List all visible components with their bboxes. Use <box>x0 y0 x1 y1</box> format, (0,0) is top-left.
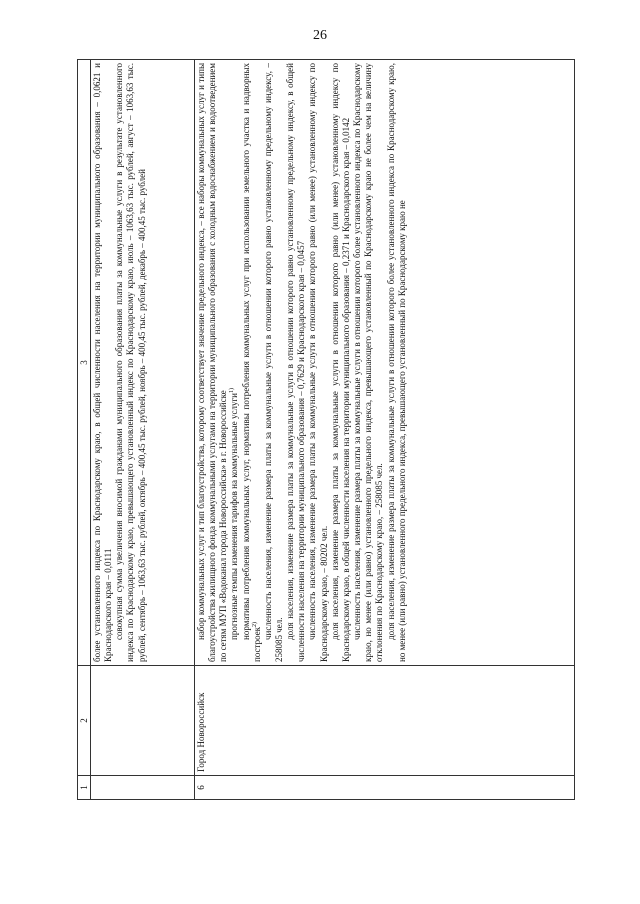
municipality-name-cell: Город Новороссийск <box>194 666 574 776</box>
column-header-1: 1 <box>78 776 91 800</box>
description-paragraph <box>114 63 147 662</box>
paragraph-text: набор коммунальных услуг и тип благоустройства, которому соответствует значение предельного индекса, – все наборы коммунальных услуг и типы благоустройства жилищного фонда коммунальными услугами на территории муниципального образования с холодным водоснабжением и водоотведением по сетям МУП «Водоканал города Новороссийска» в г. Новороссийске <box>195 63 229 662</box>
row-number-cell <box>91 776 195 800</box>
description-cell <box>91 60 195 666</box>
paragraph-text: доля населения, изменение размера платы за коммунальные услуги в отношении которого более установленного индекса по Краснодарскому краю, но менее (или равно) установленного предельного индекса, превышающего установленный по Краснодарскому краю не <box>385 63 407 662</box>
data-table <box>77 59 575 800</box>
description-paragraph <box>92 63 114 662</box>
footnote-marker: 1) <box>229 388 236 394</box>
paragraph-text: численность населения, изменение размера платы за коммунальные услуги в отношении которого более установленного индекса по Краснодарскому краю, но менее (или равно) установленного предельного индекса, превышающего установленный по Краснодарскому краю не более чем на величину отклонения по Краснодарскому краю, – 258085 чел. <box>352 63 385 662</box>
column-header-2: 2 <box>78 666 91 776</box>
paragraph-text: более установленного индекса по Краснодарскому краю, в общей численности населения на территории муниципального образования – 0,0621 и Краснодарского края – 0,0111 <box>92 63 114 662</box>
row-number-cell: 6 <box>194 776 574 800</box>
paragraph-text: совокупная сумма увеличения вносимой гражданами муниципального образования платы за коммунальные услуги в результате установленного индекса по Краснодарскому краю, превышающего установленный индекс по Краснодарскому краю, июль – 1063,63 тыс. рублей, август – 1063,63 тыс. рублей, сентябрь – 1063,63 тыс. рублей, октябрь – 400,45 тыс. рублей, ноябрь – 400,45 тыс. рублей, декабрь – 400,45 тыс. рублей <box>114 63 147 662</box>
paragraph-text: прогнозные темпы изменения тарифов на коммунальные услуги <box>229 393 240 640</box>
description-paragraph <box>196 63 229 662</box>
description-paragraph <box>285 63 307 662</box>
description-paragraph <box>330 63 352 662</box>
table-header-row <box>78 60 91 800</box>
description-paragraph <box>386 63 408 662</box>
description-paragraph <box>241 63 263 662</box>
table-row <box>91 60 195 800</box>
rotated-table-container <box>77 60 575 800</box>
column-header-3: 3 <box>78 60 91 666</box>
footnote-marker: 2) <box>251 621 258 627</box>
page-number: 26 <box>313 28 327 43</box>
municipality-name-cell <box>91 666 195 776</box>
paragraph-text: численность населения, изменение размера платы за коммунальные услуги в отношении которого равно (или менее) установленному индексу по Краснодарскому краю, – 80202 чел. <box>307 63 329 662</box>
description-paragraph <box>263 63 285 662</box>
paragraph-text: доля населения, изменение размера платы за коммунальные услуги в отношении которого равно установленному предельному индексу, в общей численности населения на территории муниципального образования – 0,7629 и Краснодарского края – 0,0457 <box>285 63 307 662</box>
paragraph-text: доля населения, изменение размера платы за коммунальные услуги в отношении которого равно (или менее) установленному индексу по Краснодарскому краю, в общей численности населения на территории муниципального образования – 0,2371 и Краснодарского края – 0,0142 <box>329 63 351 662</box>
paragraph-text: нормативы потребления коммунальных услуг, нормативы потребления коммунальных услуг при использовании земельного участка и надворных построек <box>240 63 262 662</box>
description-cell <box>194 60 574 666</box>
description-paragraph <box>229 63 240 662</box>
paragraph-text: численность населения, изменение размера платы за коммунальные услуги в отношении которого равно установленному предельному индексу, – 258085 чел. <box>262 63 285 662</box>
table-row <box>194 60 574 800</box>
description-paragraph <box>352 63 385 662</box>
description-paragraph <box>307 63 329 662</box>
